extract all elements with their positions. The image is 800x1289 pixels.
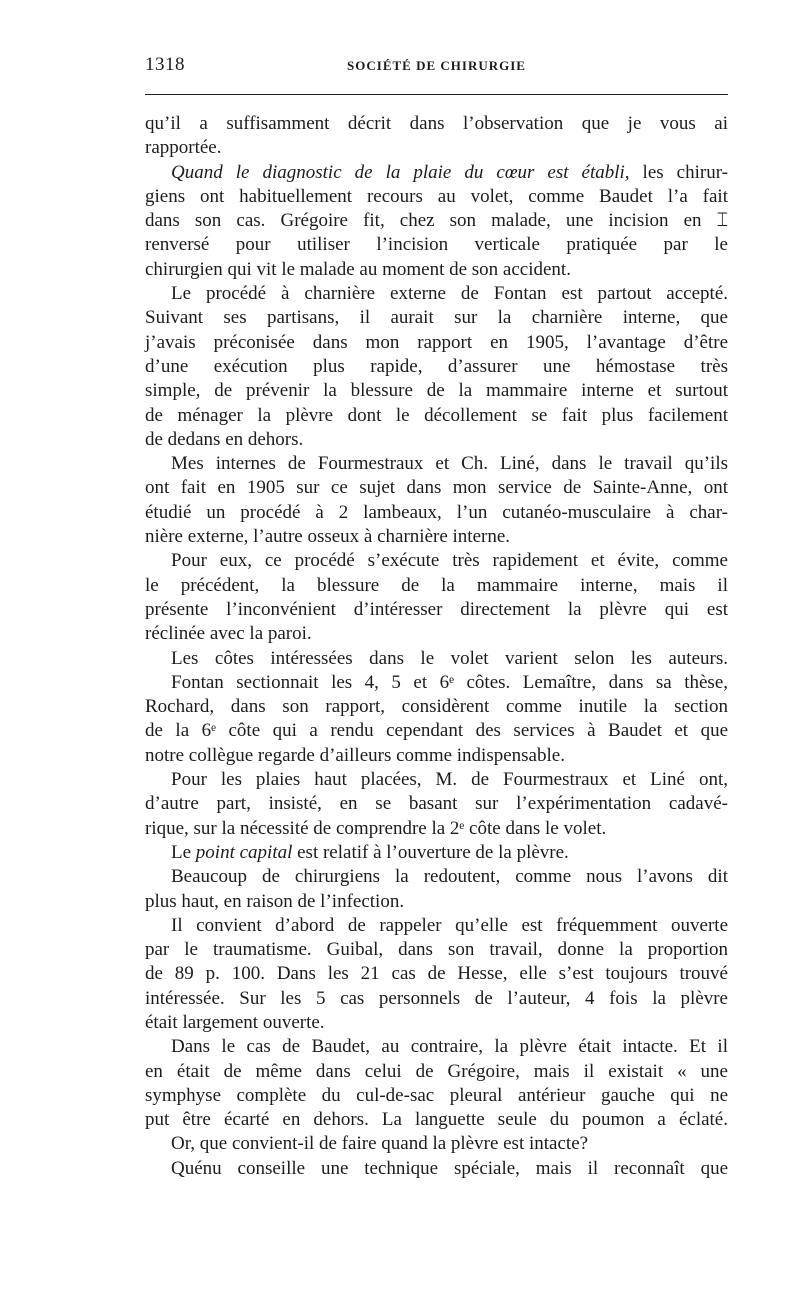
text-line: en était de même dans celui de Grégoire, mais il existait « une xyxy=(145,1060,728,1082)
text-line: renversé pour utiliser l’incision verticale pratiquée par le xyxy=(145,234,728,256)
text-line: simple, de prévenir la blessure de la mammaire interne et surtout xyxy=(145,380,728,402)
text-line: Pour eux, ce procédé s’exécute très rapidement et évite, comme xyxy=(171,550,728,572)
text-line: Mes internes de Fourmestraux et Ch. Liné, dans le travail qu’ils xyxy=(171,453,728,475)
text-line: Beaucoup de chirurgiens la redoutent, comme nous l’avons dit xyxy=(171,866,728,888)
page-header xyxy=(145,50,728,82)
text-line: le précédent, la blessure de la mammaire interne, mais il xyxy=(145,574,728,596)
text-line: de dedans en dehors. xyxy=(145,428,304,450)
italic-phrase: Quand le diagnostic de la plaie du cœur est établi, xyxy=(171,161,630,183)
text-line: rapportée. xyxy=(145,137,222,159)
text-line: plus haut, en raison de l’infection. xyxy=(145,890,405,912)
text-line: étudié un procédé à 2 lambeaux, l’un cutanéo-musculaire à char- xyxy=(145,501,728,523)
text-line: Fontan sectionnait les 4, 5 et 6ᵉ côtes. Lemaître, dans sa thèse, xyxy=(171,671,728,693)
text-line: chirurgien qui vit le malade au moment de son accident. xyxy=(145,258,571,280)
text-line: de 89 p. 100. Dans les 21 cas de Hesse, elle s’est toujours trouvé xyxy=(145,963,728,985)
text-line: j’avais préconisée dans mon rapport en 1905, l’avantage d’être xyxy=(145,331,728,353)
text-line: put être écarté en dehors. La languette seule du poumon a éclaté. xyxy=(145,1109,728,1131)
text-line: intéressée. Sur les 5 cas personnels de l’auteur, 4 fois la plèvre xyxy=(145,987,728,1009)
page xyxy=(145,50,728,1179)
text-line: qu’il a suffisamment décrit dans l’observation que je vous ai xyxy=(145,113,728,134)
text-line: était largement ouverte. xyxy=(145,1011,325,1033)
text-line: Or, que convient-il de faire quand la plèvre est intacte? xyxy=(171,1133,589,1155)
text-line: giens ont habituellement recours au volet, comme Baudet l’a fait xyxy=(145,185,728,207)
text-line: de ménager la plèvre dont le décollement se fait plus facilement xyxy=(145,404,728,426)
text-line xyxy=(145,841,728,865)
text-line: Pour les plaies haut placées, M. de Fourmestraux et Liné ont, xyxy=(171,769,728,791)
text-line: réclinée avec la paroi. xyxy=(145,623,312,645)
text-line: d’autre part, insisté, en se basant sur l’expérimentation cadavé- xyxy=(145,793,728,815)
italic-phrase: point capital xyxy=(195,841,293,863)
page-number: 1318 xyxy=(145,54,185,75)
text-line: Le procédé à charnière externe de Fontan est partout accepté. xyxy=(171,283,728,305)
text-line: par le traumatisme. Guibal, dans son travail, donne la proportion xyxy=(145,939,728,961)
text-span: est relatif à l’ouverture de la plèvre. xyxy=(292,841,569,863)
text-line: ont fait en 1905 sur ce sujet dans mon service de Sainte-Anne, ont xyxy=(145,477,728,499)
text-line: Suivant ses partisans, il aurait sur la charnière interne, que xyxy=(145,307,728,329)
text-line: Les côtes intéressées dans le volet varient selon les auteurs. xyxy=(171,647,728,669)
running-head: SOCIÉTÉ DE CHIRURGIE xyxy=(347,58,526,73)
text-line: Il convient d’abord de rappeler qu’elle est fréquemment ouverte xyxy=(171,914,728,936)
header-rule xyxy=(145,94,728,95)
text-line: Quénu conseille une technique spéciale, mais il reconnaît que xyxy=(171,1157,728,1179)
body-text xyxy=(145,112,728,1181)
text-line xyxy=(145,161,728,185)
text-line: dans son cas. Grégoire fit, chez son malade, une incision en ⌶ xyxy=(145,210,728,232)
text-line: symphyse complète du cul-de-sac pleural antérieur gauche qui ne xyxy=(145,1084,728,1106)
text-span: les chirur- xyxy=(629,161,728,183)
text-line: de la 6ᵉ côte qui a rendu cependant des services à Baudet et que xyxy=(145,720,728,742)
text-line: Rochard, dans son rapport, considèrent comme inutile la section xyxy=(145,696,728,718)
text-line: présente l’inconvénient d’intéresser directement la plèvre qui est xyxy=(145,598,728,620)
text-line: rique, sur la nécessité de comprendre la 2ᵉ côte dans le volet. xyxy=(145,817,607,839)
text-span: Le xyxy=(171,841,196,863)
text-line: Dans le cas de Baudet, au contraire, la plèvre était intacte. Et il xyxy=(171,1036,728,1058)
text-line: nière externe, l’autre osseux à charnière interne. xyxy=(145,526,511,548)
text-line: d’une exécution plus rapide, d’assurer une hémostase très xyxy=(145,355,728,377)
text-line: notre collègue regarde d’ailleurs comme indispensable. xyxy=(145,744,565,766)
